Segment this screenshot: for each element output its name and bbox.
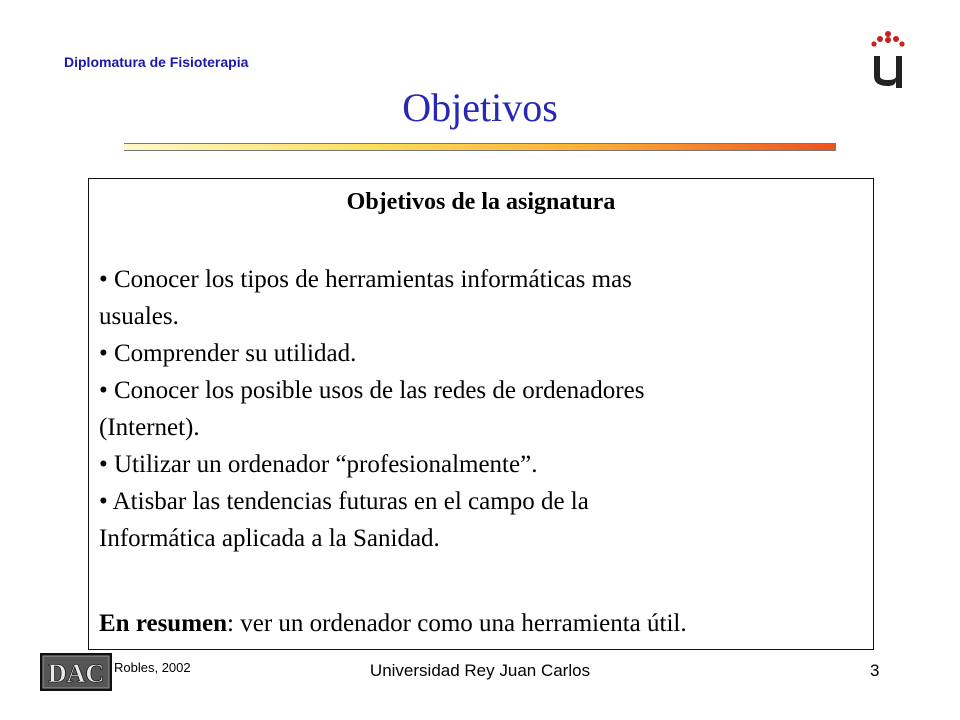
list-item: • Utilizar un ordenador “profesionalmente”. — [99, 451, 538, 478]
list-item: • Atisbar las tendencias futuras en el campo de la — [99, 488, 589, 515]
objectives-list — [99, 261, 855, 557]
objectives-box — [88, 178, 874, 650]
objectives-heading: Objetivos de la asignatura — [346, 189, 616, 215]
list-item: usuales. — [99, 303, 179, 330]
list-item: Informática aplicada a la Sanidad. — [99, 525, 440, 552]
summary-text: : ver un ordenador como una herramienta útil. — [227, 610, 687, 637]
dac-logo-text: DAC — [47, 659, 105, 688]
title-divider — [124, 143, 836, 151]
list-item: • Conocer los posible usos de las redes de ordenadores — [99, 377, 645, 404]
slide-title: Objetivos — [402, 85, 558, 130]
course-name: Diplomatura de Fisioterapia — [64, 54, 249, 70]
institution-name: Universidad Rey Juan Carlos — [369, 661, 591, 680]
summary-label: En resumen — [99, 610, 228, 637]
list-item: • Comprender su utilidad. — [99, 340, 357, 367]
university-logo-icon — [868, 30, 908, 92]
list-item: • Conocer los tipos de herramientas informáticas mas — [99, 266, 632, 293]
page-number: 3 — [870, 661, 880, 680]
summary — [99, 605, 687, 642]
list-item: (Internet). — [99, 414, 200, 441]
author-credit: Robles, 2002 — [114, 660, 191, 675]
